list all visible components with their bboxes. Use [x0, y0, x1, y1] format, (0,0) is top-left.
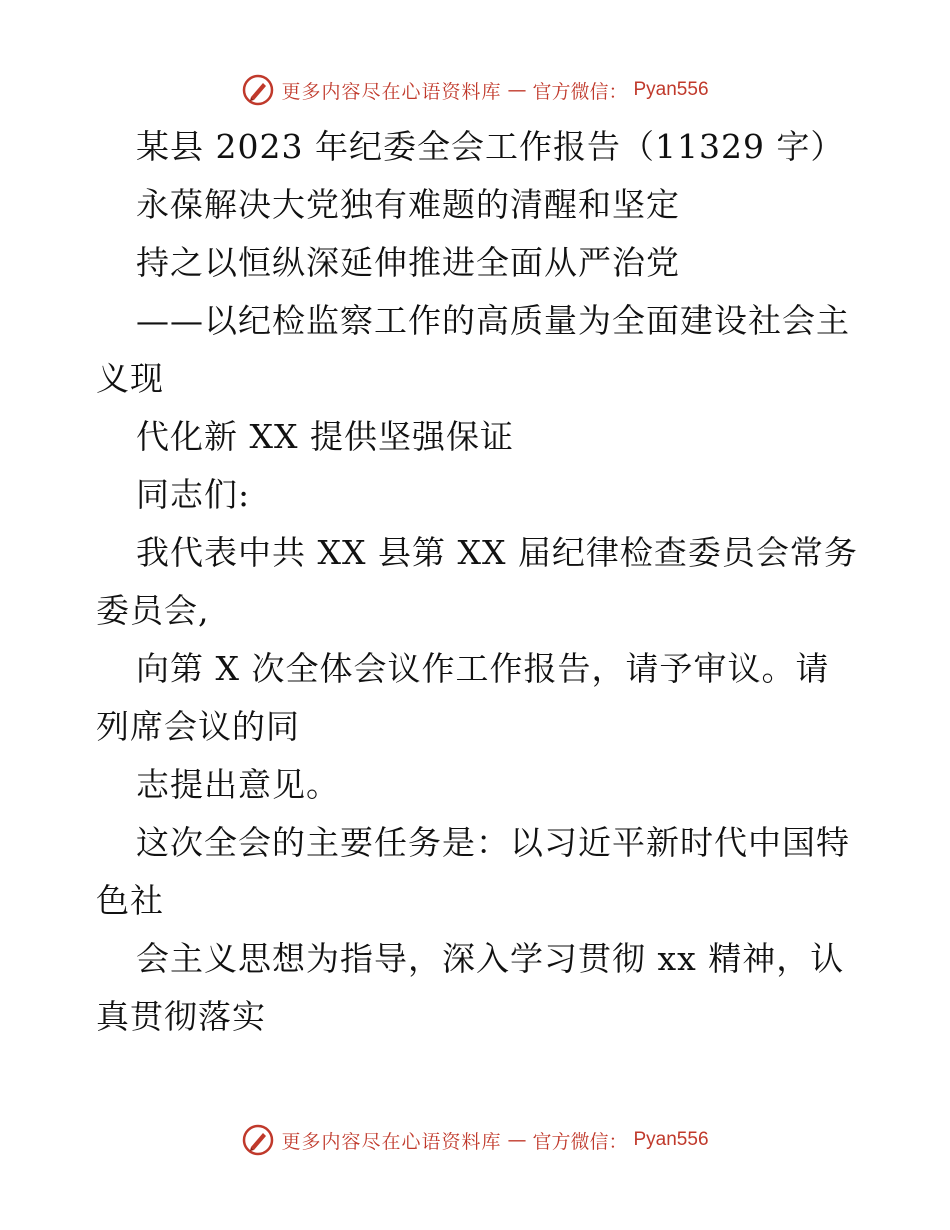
- pen-circle-logo-icon: [241, 1123, 275, 1157]
- doc-paragraph-line: 委员会,: [96, 591, 210, 630]
- watermark-brand: 更多内容尽在心语资料库: [281, 80, 502, 103]
- watermark-separator: —: [507, 79, 527, 101]
- doc-title: 某县 2023 年纪委全会工作报告（11329 字）: [136, 127, 845, 166]
- doc-paragraph-line: 向第 X 次全体会议作工作报告，请予审议。请: [136, 649, 830, 688]
- watermark-separator: —: [507, 1129, 527, 1151]
- doc-subtitle-3: ——以纪检监察工作的高质量为全面建设社会主: [136, 301, 850, 340]
- doc-paragraph-line: 列席会议的同: [96, 707, 300, 746]
- doc-salutation: 同志们:: [136, 475, 251, 514]
- footer-watermark: [0, 1120, 950, 1160]
- document-body: [96, 118, 856, 1046]
- doc-line: 义现: [96, 359, 164, 398]
- doc-paragraph-line: 会主义思想为指导，深入学习贯彻 xx 精神，认: [136, 939, 845, 978]
- watermark-wechat-label: 官方微信：: [532, 80, 628, 103]
- doc-paragraph-line: 志提出意见。: [136, 765, 340, 804]
- doc-subtitle-1: 永葆解决大党独有难题的清醒和坚定: [136, 185, 680, 224]
- doc-subtitle-2: 持之以恒纵深延伸推进全面从严治党: [136, 243, 680, 282]
- watermark-wechat-id: Pyan556: [633, 1129, 709, 1150]
- watermark-wechat-id: Pyan556: [633, 79, 709, 100]
- doc-paragraph-line: 我代表中共 XX 县第 XX 届纪律检查委员会常务: [136, 533, 858, 572]
- pen-circle-logo-icon: [241, 73, 275, 107]
- doc-paragraph-line: 真贯彻落实: [96, 997, 266, 1036]
- header-watermark: [0, 70, 950, 110]
- doc-line: 代化新 XX 提供坚强保证: [136, 417, 514, 456]
- doc-paragraph-line: 色社: [96, 881, 164, 920]
- watermark-brand: 更多内容尽在心语资料库: [281, 1130, 502, 1153]
- watermark-wechat-label: 官方微信：: [532, 1130, 628, 1153]
- doc-paragraph-line: 这次全会的主要任务是：以习近平新时代中国特: [136, 823, 850, 862]
